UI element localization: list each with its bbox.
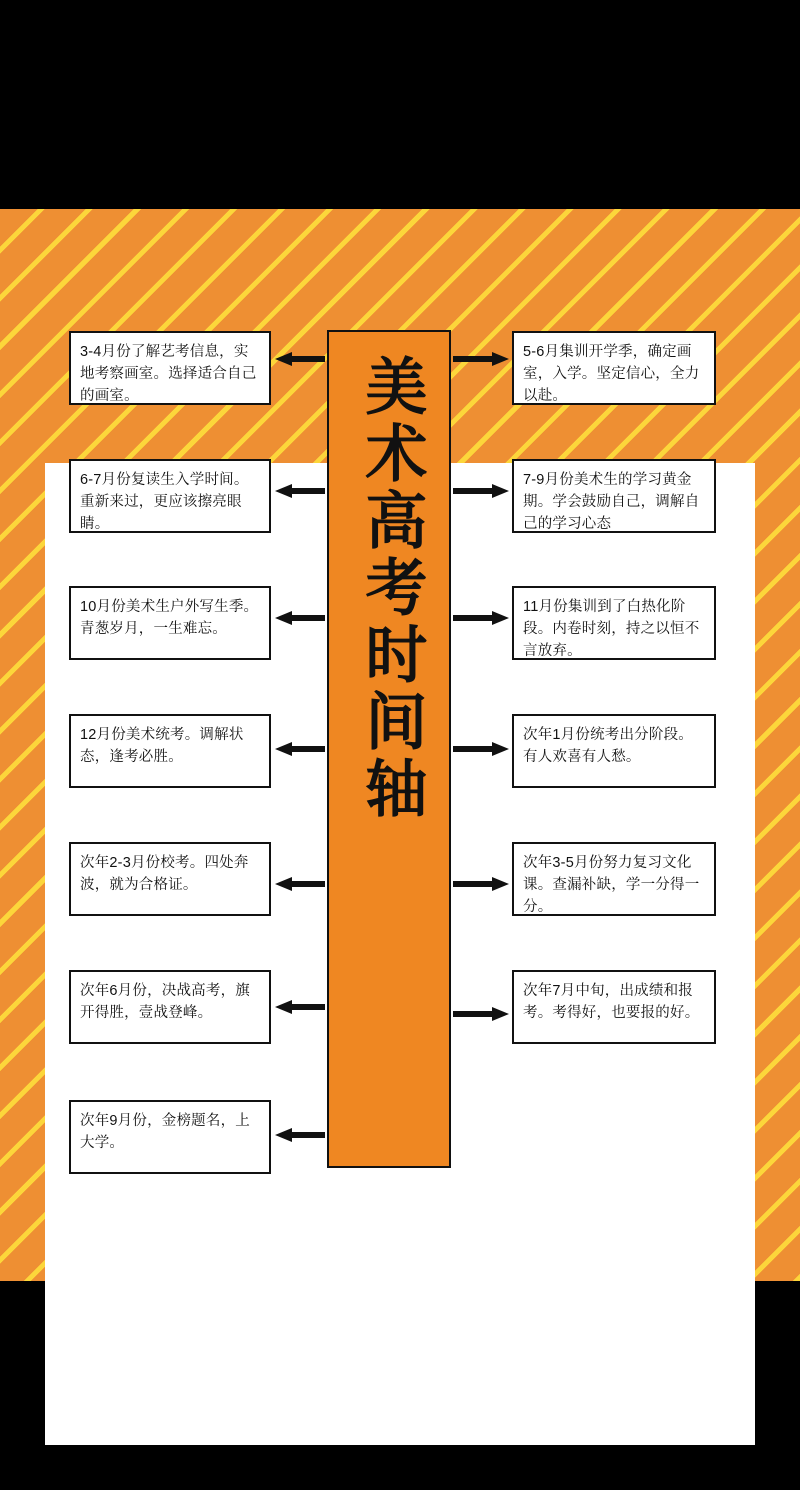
timeline-node-left-1: 3-4月份了解艺考信息，实地考察画室。选择适合自己的画室。 [69, 331, 271, 405]
arrow-right-4 [453, 742, 509, 756]
arrow-left-7 [275, 1128, 325, 1142]
timeline-node-right-2: 7-9月份美术生的学习黄金期。学会鼓励自己，调解自己的学习心态 [512, 459, 716, 533]
arrow-right-6 [453, 1007, 509, 1021]
timeline-node-right-4: 次年1月份统考出分阶段。有人欢喜有人愁。 [512, 714, 716, 788]
center-title-bar [327, 330, 451, 1168]
arrow-left-6 [275, 1000, 325, 1014]
timeline-node-left-2: 6-7月份复读生入学时间。重新来过，更应该擦亮眼睛。 [69, 459, 271, 533]
arrow-right-5 [453, 877, 509, 891]
timeline-node-right-1: 5-6月集训开学季，确定画室，入学。坚定信心，全力以赴。 [512, 331, 716, 405]
arrow-right-1 [453, 352, 509, 366]
timeline-node-left-5: 次年2-3月份校考。四处奔波，就为合格证。 [69, 842, 271, 916]
arrow-left-2 [275, 484, 325, 498]
timeline-node-left-3: 10月份美术生户外写生季。青葱岁月，一生难忘。 [69, 586, 271, 660]
arrow-left-1 [275, 352, 325, 366]
arrow-left-4 [275, 742, 325, 756]
timeline-node-left-4: 12月份美术统考。调解状态，逢考必胜。 [69, 714, 271, 788]
arrow-right-2 [453, 484, 509, 498]
timeline-node-right-5: 次年3-5月份努力复习文化课。查漏补缺，学一分得一分。 [512, 842, 716, 916]
arrow-left-3 [275, 611, 325, 625]
timeline-node-right-6: 次年7月中旬，出成绩和报考。考得好，也要报的好。 [512, 970, 716, 1044]
arrow-left-5 [275, 877, 325, 891]
page-title: 美术高考时间轴 [355, 354, 424, 823]
timeline-node-left-6: 次年6月份，决战高考，旗开得胜，壹战登峰。 [69, 970, 271, 1044]
timeline-node-right-3: 11月份集训到了白热化阶段。内卷时刻，持之以恒不言放弃。 [512, 586, 716, 660]
timeline-node-left-7: 次年9月份，金榜题名，上大学。 [69, 1100, 271, 1174]
arrow-right-3 [453, 611, 509, 625]
